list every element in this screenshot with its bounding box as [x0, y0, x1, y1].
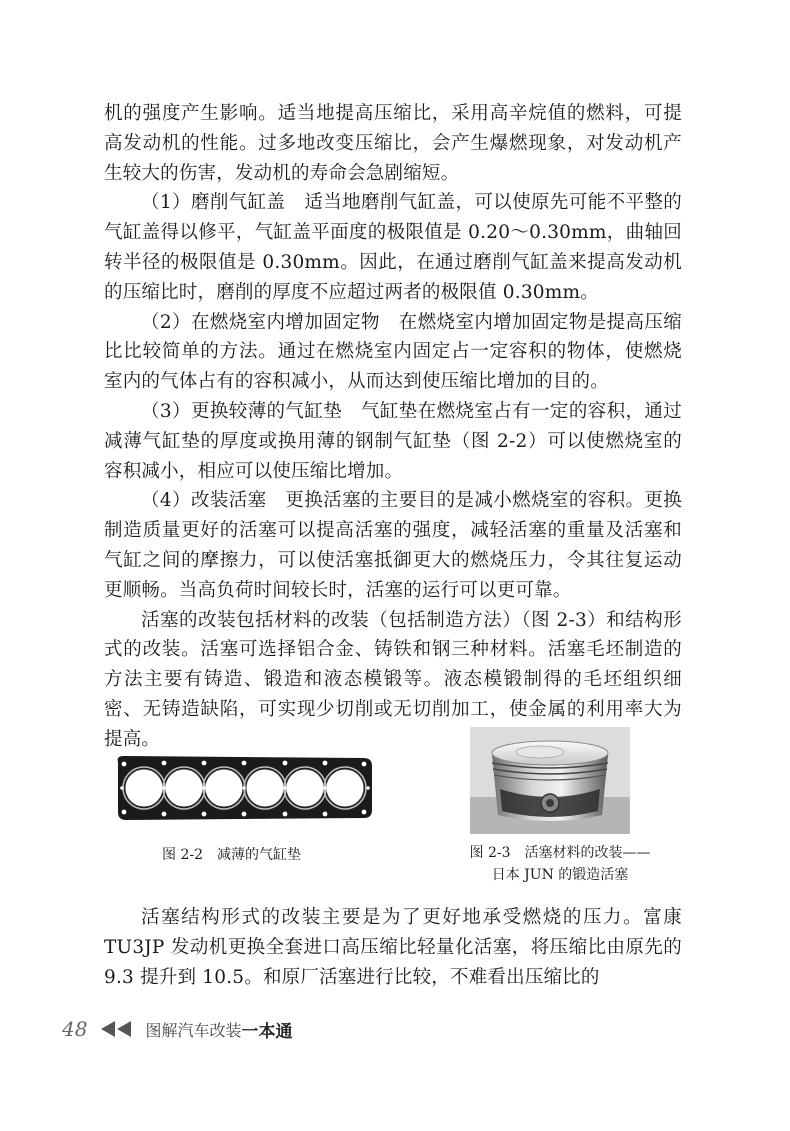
cylinder-gasket-image — [114, 752, 376, 824]
paragraph-add-fixture: （2）在燃烧室内增加固定物 在燃烧室内增加固定物是提高压缩比比较简单的方法。通过在燃烧室内固定占一定容积的物体，使燃烧室内的气体占有的容积减小，从而达到使压缩比增加的目的。 — [104, 311, 682, 393]
figure-2-3-caption-line1: 图 2-3 活塞材料的改装—— — [469, 845, 651, 861]
book-title-suffix: 一本通 — [241, 1021, 293, 1042]
paragraph-modify-piston: （4）改装活塞 更换活塞的主要目的是减小燃烧室的容积。更换制造质量更好的活塞可以提高活塞的强度，减轻活塞的重量及活塞和气缸之间的摩擦力，可以使活塞抵御更大的燃烧压力，令其往复运动更顺畅。当高负荷时间较长时，活塞的运行可以更可靠。 — [104, 490, 682, 601]
paragraph-continuation: 机的强度产生影响。适当地提高压缩比，采用高辛烷值的燃料，可提高发动机的性能。过多地改变压缩比，会产生爆燃现象，对发动机产生较大的伤害，发动机的寿命会急剧缩短。 — [104, 103, 682, 184]
paragraph-piston-structure: 活塞结构形式的改装主要是为了更好地承受燃烧的压力。富康 TU3JP 发动机更换全套进口高压缩比轻量化活塞，将压缩比由原先的 9.3 提升到 10.5。和原厂活塞进行比较，不难看出压缩比的 — [104, 907, 682, 988]
book-title: 图解汽车改装 — [145, 1020, 242, 1040]
paragraph-thinner-gasket: （3）更换较薄的气缸垫 气缸垫在燃烧室占有一定的容积，通过减薄气缸垫的厚度或换用薄的钢制气缸垫（图 2-2）可以使燃烧室的容积减小，相应可以使压缩比增加。 — [104, 400, 682, 482]
figure-2-3-caption-line2: 日本 JUN 的锻造活塞 — [491, 867, 629, 883]
page-footer — [62, 1017, 292, 1041]
double-arrow-left-icon — [99, 1020, 135, 1038]
body-text-lower — [104, 903, 682, 992]
paragraph-grind-cylinder-head: （1）磨削气缸盖 适当地磨削气缸盖，可以使原先可能不平整的气缸盖得以修平，气缸盖平面度的极限值是 0.20～0.30mm，曲轴回转半径的极限值是 0.30mm。因此，在通过磨削气缸盖来提高发动机的压缩比时，磨削的厚度不应超过两者的极限值 0.30mm。 — [104, 192, 682, 303]
figure-2-3-caption — [440, 842, 680, 886]
forged-piston-image — [470, 727, 630, 834]
page-number: 48 — [62, 1017, 88, 1041]
body-text-upper — [104, 99, 682, 755]
paragraph-piston-material: 活塞的改装包括材料的改装（包括制造方法）（图 2-3）和结构形式的改装。活塞可选择铝合金、铸铁和钢三种材料。活塞毛坯制造的方法主要有铸造、锻造和液态模锻等。液态模锻制得的毛坯组织细密、无铸造缺陷，可实现少切削或无切削加工，使金属的利用率大为提高。 — [104, 609, 682, 750]
figure-2-2-caption: 图 2-2 减薄的气缸垫 — [162, 847, 301, 863]
